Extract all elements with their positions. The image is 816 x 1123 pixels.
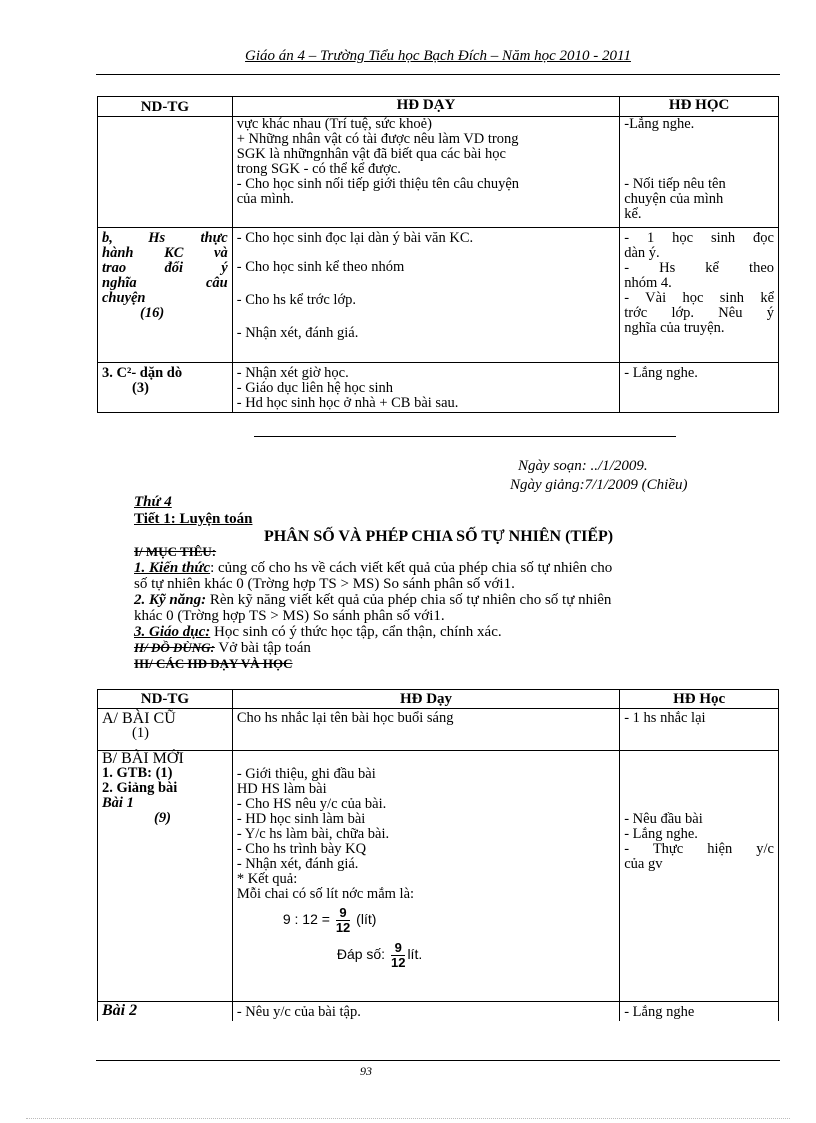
table-row: [98, 117, 779, 228]
hoc-cell: -Lắng nghe. - Nối tiếp nêu tên chuyện của mình kể.: [620, 117, 779, 228]
day-cell: - Cho học sinh đọc lại dàn ý bài văn KC. - Cho học sinh kể theo nhóm - Cho hs kể trớc lớp. - Nhận xét, đánh giá.: [232, 228, 619, 363]
table-row: [98, 1002, 779, 1021]
fraction-9-12: $\frac{9}{12}$: [335, 905, 351, 935]
nd-cell: b, Hs thực hành KC và trao đổi ý nghĩa câu chuyện (16): [98, 228, 233, 363]
hoc-cell: - Lắng nghe: [620, 1002, 779, 1021]
materials: II/ ĐỒ DÙNG: Vở bài tập toán: [134, 640, 311, 656]
hoc-cell: - Lắng nghe.: [620, 363, 779, 413]
section-objectives: I/ MỤC TIÊU:: [134, 544, 217, 559]
objectives-block: [134, 544, 758, 672]
page-edge: [26, 1118, 790, 1119]
col-header-hoc: HĐ HỌC: [620, 97, 779, 117]
objective-education: 3. Giáo dục: Học sinh có ý thức học tập, cẩn thận, chính xác.: [134, 624, 502, 640]
objective-skill: 2. Kỹ năng: Rèn kỹ năng viết kết quả của phép chia số tự nhiên cho số tự nhiên: [134, 592, 612, 608]
table-row: [98, 751, 779, 1002]
table-row: [98, 709, 779, 751]
day-cell: - Nêu y/c của bài tập.: [232, 1002, 619, 1021]
date-prepared: Ngày soạn: ../1/2009.: [518, 458, 648, 474]
col-header-hoc: HĐ Học: [620, 690, 779, 709]
activity-table-1: [97, 96, 779, 413]
day-cell: - Nhận xét giờ học. - Giáo dục liên hệ học sinh - Hd học sinh học ở nhà + CB bài sau.: [232, 363, 619, 413]
header-rule: [96, 74, 780, 75]
nd-cell: Bài 2: [98, 1002, 233, 1021]
nd-cell: A/ BÀI CŨ (1): [98, 709, 233, 751]
separator-rule: [254, 436, 676, 437]
hoc-cell: - 1 học sinh đọc dàn ý. - Hs kể theo nhóm 4. - Vài học sinh kể trớc lớp. Nêu ý nghĩa của truyện.: [620, 228, 779, 363]
weekday: Thứ 4: [134, 494, 172, 510]
table-row: [98, 228, 779, 363]
col-header-nd: ND-TG: [98, 690, 233, 709]
day-cell: - Giới thiệu, ghi đầu bài HD HS làm bài - Cho HS nêu y/c của bài. - HD học sinh làm bài - Y/c hs làm bài, chữa bài. - Cho hs trình bày KQ - Nhận xét, đánh giá. * Kết quả: Mỗi chai có số lít nớc mắm là: 9 : 12 = $\frac{9}{12}$ (lít) Đáp số: $\frac{9}{12}$ lít.: [232, 751, 619, 1002]
answer-fraction: $\frac{9}{12}$: [390, 940, 406, 970]
objective-knowledge-cont: số tự nhiên khác 0 (Trờng hợp TS > MS) So sánh phân số với1.: [134, 576, 515, 592]
page-number: 93: [360, 1064, 372, 1078]
day-cell: Cho hs nhắc lại tên bài học buổi sáng: [232, 709, 619, 751]
date-taught: Ngày giảng:7/1/2009 (Chiều): [510, 477, 688, 493]
answer-line: Đáp số: $\frac{9}{12}$ lít.: [336, 940, 423, 970]
section-activities: III/ CÁC HĐ DẠY VÀ HỌC: [134, 656, 293, 671]
objective-skill-cont: khác 0 (Trờng hợp TS > MS) So sánh phân số với1.: [134, 608, 445, 624]
hoc-cell: - Nêu đầu bài - Lắng nghe. - Thực hiện y/c của gv: [620, 751, 779, 1002]
col-header-day: HĐ Dạy: [232, 690, 619, 709]
nd-cell: B/ BÀI MỚI 1. GTB: (1) 2. Giảng bài Bài 1 (9): [98, 751, 233, 1002]
nd-cell: [98, 117, 233, 228]
objective-knowledge: 1. Kiến thức: củng cố cho hs về cách viết kết quả của phép chia số tự nhiên cho: [134, 560, 613, 576]
col-header-nd: ND-TG: [98, 97, 233, 117]
calc-line: 9 : 12 = $\frac{9}{12}$ (lít): [282, 905, 377, 935]
footer-rule: [96, 1060, 780, 1061]
nd-cell: 3. C²- dặn dò (3): [98, 363, 233, 413]
hoc-cell: - 1 hs nhắc lại: [620, 709, 779, 751]
table-row: [98, 363, 779, 413]
col-header-day: HĐ DẠY: [232, 97, 619, 117]
period-title: Tiết 1: Luyện toán: [134, 511, 253, 527]
lesson-title: PHÂN SỐ VÀ PHÉP CHIA SỐ TỰ NHIÊN (TIẾP): [264, 528, 614, 545]
activity-table-2: [97, 689, 779, 1021]
page-header: Giáo án 4 – Trường Tiểu học Bạch Đích – Năm học 2010 - 2011: [245, 48, 631, 64]
day-cell: vực khác nhau (Trí tuệ, sức khoẻ) + Những nhân vật có tài được nêu làm VD trong SGK là nhữngnhân vật đã biết qua các bài học trong SGK - có thể kể được. - Cho học sinh nối tiếp giới thiệu tên câu chuyện của mình.: [232, 117, 619, 228]
